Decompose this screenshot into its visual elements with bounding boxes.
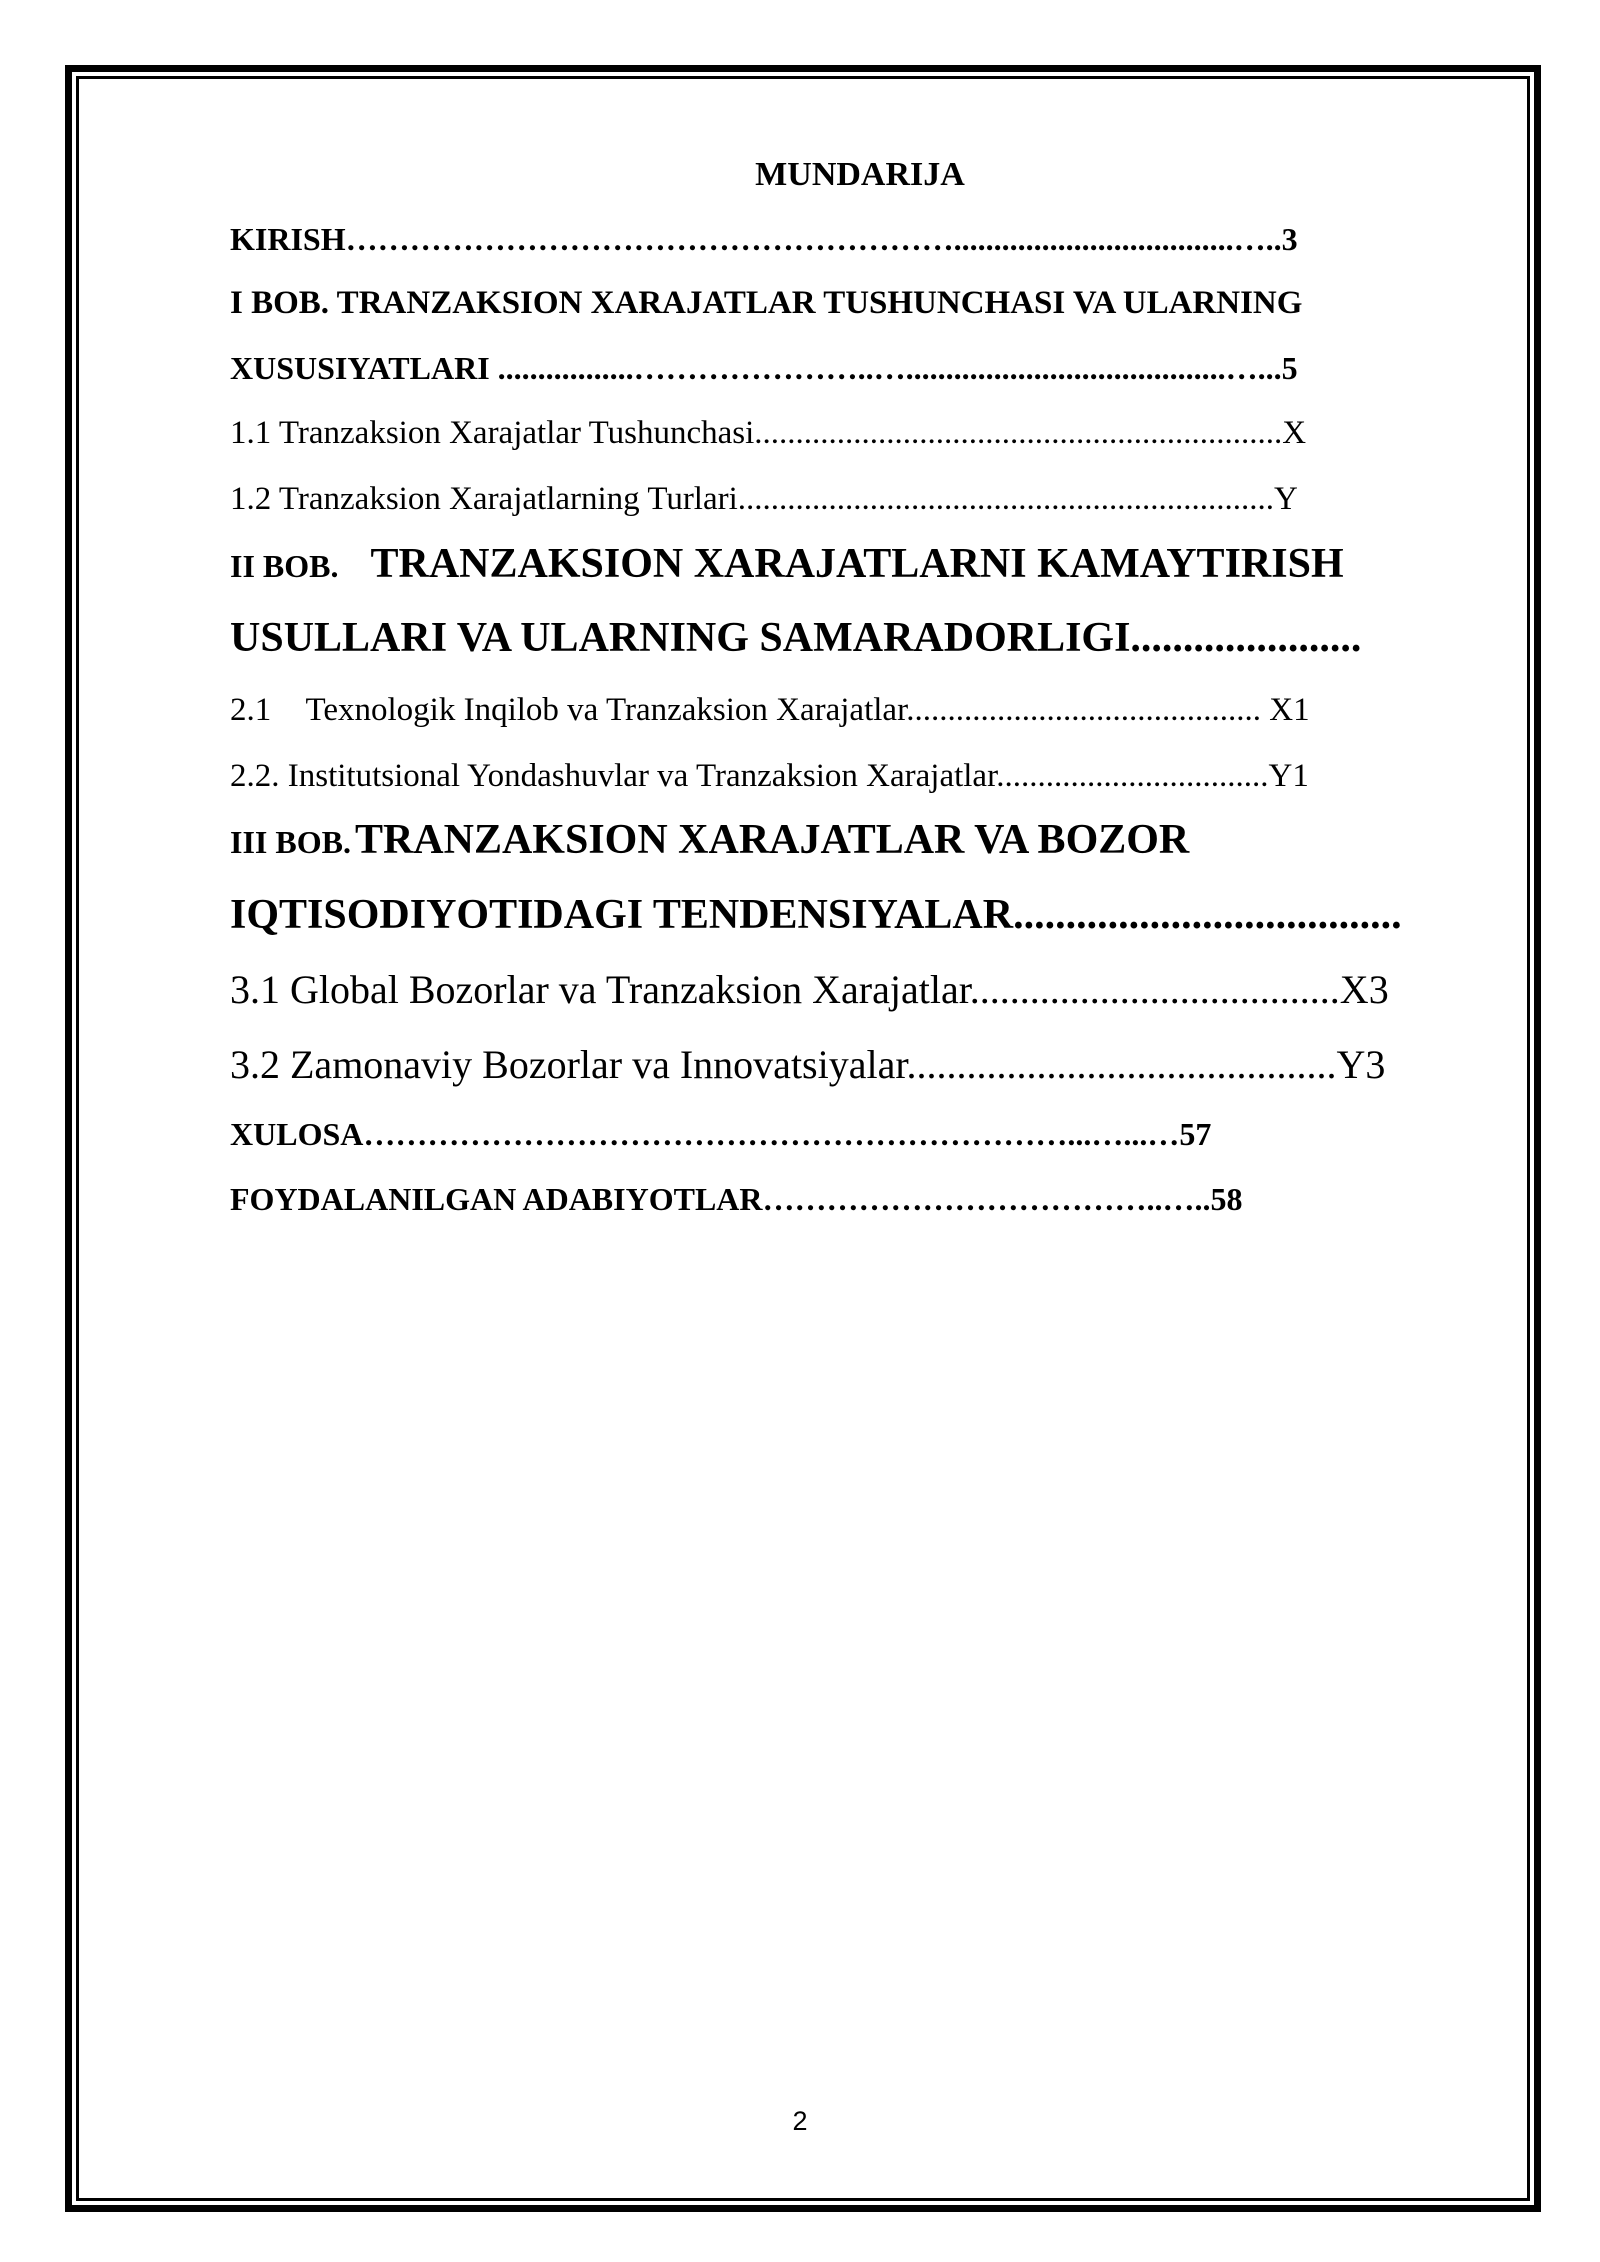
toc-section-1-2: 1.2 Tranzaksion Xarajatlarning Turlari.................................................................Y bbox=[230, 481, 1298, 517]
toc-chapter-3-title-line1 bbox=[230, 816, 1189, 864]
toc-section-1-1: 1.1 Tranzaksion Xarajatlar Tushunchasi................................................................X bbox=[230, 415, 1307, 451]
toc-chapter-1-title-line2: XUSUSIYATLARI .................…………………..…........................................…...5 bbox=[230, 350, 1298, 386]
toc-section-3-1 bbox=[230, 966, 1389, 1013]
toc-section-3-2: 3.2 Zamonaviy Bozorlar va Innovatsiyalar...........................................Y3 bbox=[230, 1042, 1386, 1087]
toc-section-2-1-text: Texnologik Inqilob va Tranzaksion Xarajatlar........................................... X1 bbox=[305, 692, 1310, 728]
toc-chapter-2-title-line2: USULLARI VA ULARNING SAMARADORLIGI...................... bbox=[230, 615, 1362, 661]
toc-chapter-3-title-line2: IQTISODIYOTIDAGI TENDENSIYALAR..................................... bbox=[230, 892, 1402, 938]
page-number: 2 bbox=[792, 2106, 808, 2136]
toc-chapter-1-title-line1: I BOB. TRANZAKSION XARAJATLAR TUSHUNCHASI VA ULARNING bbox=[230, 285, 1303, 321]
toc-title: MUNDARIJA bbox=[755, 156, 965, 193]
toc-chapter-3-heading: TRANZAKSION XARAJATLAR VA BOZOR bbox=[354, 817, 1190, 863]
toc-entry-xulosa: XULOSA…………………………………………………………...…...…57 bbox=[230, 1116, 1212, 1152]
toc-section-2-1 bbox=[230, 692, 1310, 729]
toc-chapter-2-title-line1 bbox=[230, 540, 1344, 588]
toc-section-2-1-number: 2.1 bbox=[230, 692, 272, 728]
toc-chapter-2-prefix: II BOB. bbox=[230, 548, 339, 584]
toc-entry-adabiyotlar: FOYDALANILGAN ADABIYOTLAR………………………………..…..58 bbox=[230, 1181, 1243, 1217]
toc-section-3-1-number: 3.1 bbox=[230, 967, 280, 1012]
toc-section-3-1-text: Global Bozorlar va Tranzaksion Xarajatlar.....................................X3 bbox=[290, 967, 1389, 1012]
toc-section-2-2: 2.2. Institutsional Yondashuvlar va Tranzaksion Xarajatlar.................................Y1 bbox=[230, 758, 1309, 794]
toc-chapter-3-prefix: III BOB. bbox=[230, 824, 351, 860]
toc-entry-kirish: KIRISH…………………………………………………...................................…..3 bbox=[230, 221, 1298, 257]
toc-chapter-2-heading: TRANZAKSION XARAJATLARNI KAMAYTIRISH bbox=[370, 541, 1344, 587]
